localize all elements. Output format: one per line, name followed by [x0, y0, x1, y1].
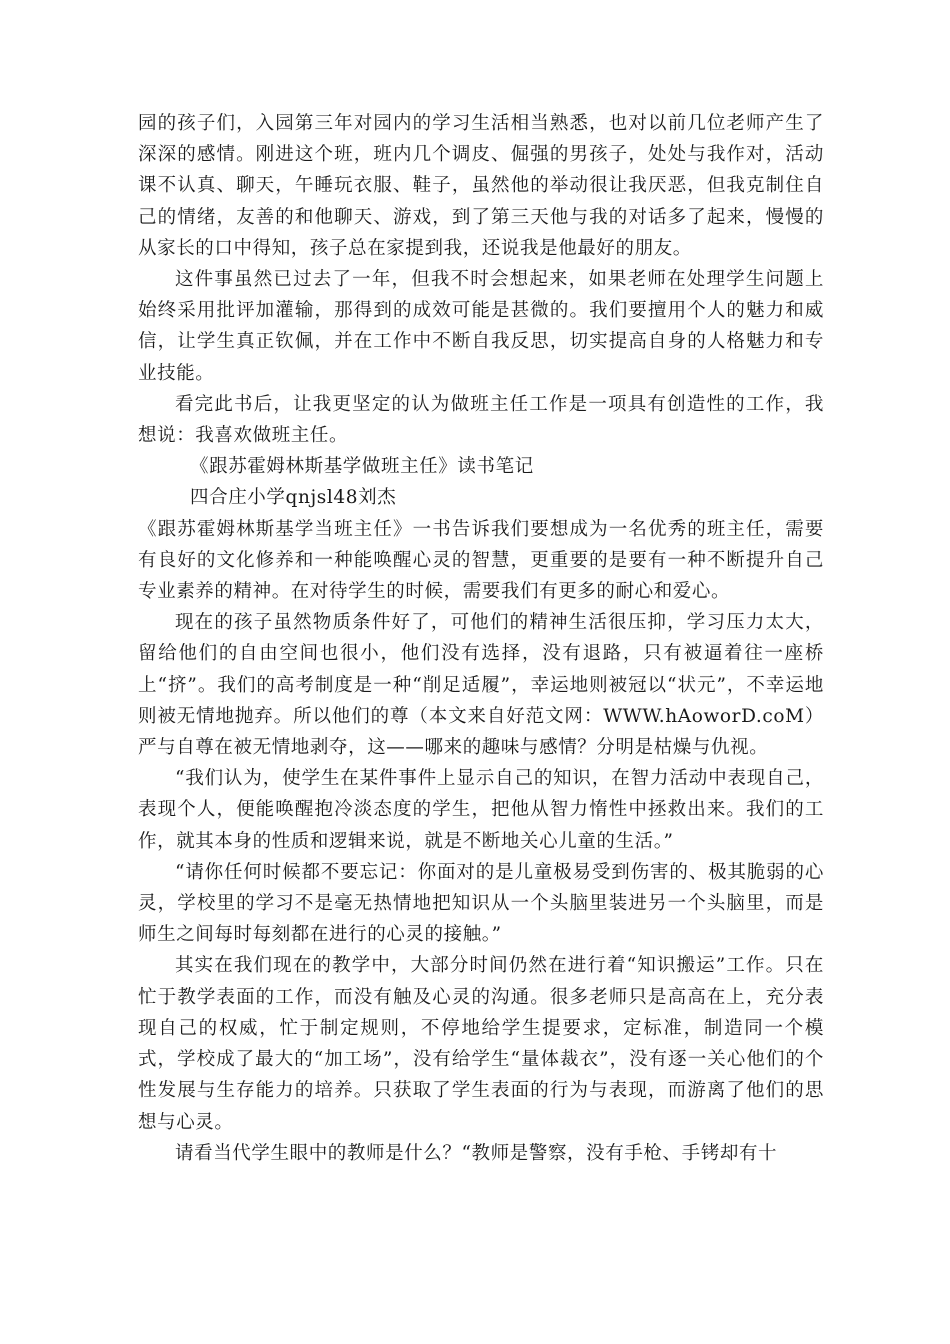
- paragraph-quote-2: “请你任何时候都不要忘记：你面对的是儿童极易受到伤害的、极其脆弱的心灵，学校里的学习不是毫无热情地把知识从一个头脑里装进另一个头脑里，而是师生之间每时每刻都在进行的心灵的接触。”: [138, 861, 824, 946]
- paragraph-reflection: 这件事虽然已过去了一年，但我不时会想起来，如果老师在处理学生问题上始终采用批评加灌输，那得到的成效可能是甚微的。我们要擅用个人的魅力和威信，让学生真正钦佩，并在工作中不断自我反思，切实提高自身的人格魅力和专业技能。: [138, 269, 824, 384]
- paragraph-continuation: 园的孩子们，入园第三年对园内的学习生活相当熟悉，也对以前几位老师产生了深深的感情。刚进这个班，班内几个调皮、倔强的男孩子，处处与我作对，活动课不认真、聊天，午睡玩衣服、鞋子，虽然他的举动很让我厌恶，但我克制住自己的情绪，友善的和他聊天、游戏，到了第三天他与我的对话多了起来，慢慢的从家长的口中得知，孩子总在家提到我，还说我是他最好的朋友。: [138, 113, 824, 259]
- paragraph-knowledge-transport: 其实在我们现在的教学中，大部分时间仍然在进行着“知识搬运”工作。只在忙于教学表面的工作，而没有触及心灵的沟通。很多老师只是高高在上，充分表现自己的权威，忙于制定规则，不停地给学生提要求，定标准，制造同一个模式，学校成了最大的“加工场”，没有给学生“量体裁衣”，没有逐一关心他们的个性发展与生存能力的培养。只获取了学生表面的行为与表现，而游离了他们的思想与心灵。: [138, 955, 824, 1133]
- paragraph-teacher-view: 请看当代学生眼中的教师是什么？“教师是警察，没有手枪、手铐却有十: [175, 1142, 778, 1164]
- paragraph-children-pressure: 现在的孩子虽然物质条件好了，可他们的精神生活很压抑，学习压力太大，留给他们的自由空间也很小，他们没有选择，没有退路，只有被逼着往一座桥上“挤”。我们的高考制度是一种“削足适履”，幸运地则被冠以“状元”，不幸运地则被无情地抛弃。所以他们的尊（本文来自好范文网：WWW.hAoworD.coM）严与自尊在被无情地剥夺，这——哪来的趣味与感情？分明是枯燥与仇视。: [138, 612, 824, 759]
- paragraph-quote-1: “我们认为，使学生在某件事件上显示自己的知识，在智力活动中表现自己，表现个人，便能唤醒抱冷淡态度的学生，把他从智力惰性中拯救出来。我们的工作，就其本身的性质和逻辑来说，就是不断地关心儿童的生活。”: [138, 768, 824, 852]
- article-title: 《跟苏霍姆林斯基学做班主任》读书笔记: [190, 456, 534, 478]
- document-page: [138, 108, 824, 1169]
- paragraph-conclusion: 看完此书后，让我更坚定的认为做班主任工作是一项具有创造性的工作，我想说：我喜欢做班主任。: [138, 393, 824, 447]
- article-author: 四合庄小学qnjsl48刘杰: [190, 487, 397, 509]
- paragraph-book-intro: 《跟苏霍姆林斯基学当班主任》一书告诉我们要想成为一名优秀的班主任，需要有良好的文化修养和一种能唤醒心灵的智慧，更重要的是要有一种不断提升自己专业素养的精神。在对待学生的时候，需要我们有更多的耐心和爱心。: [138, 518, 824, 603]
